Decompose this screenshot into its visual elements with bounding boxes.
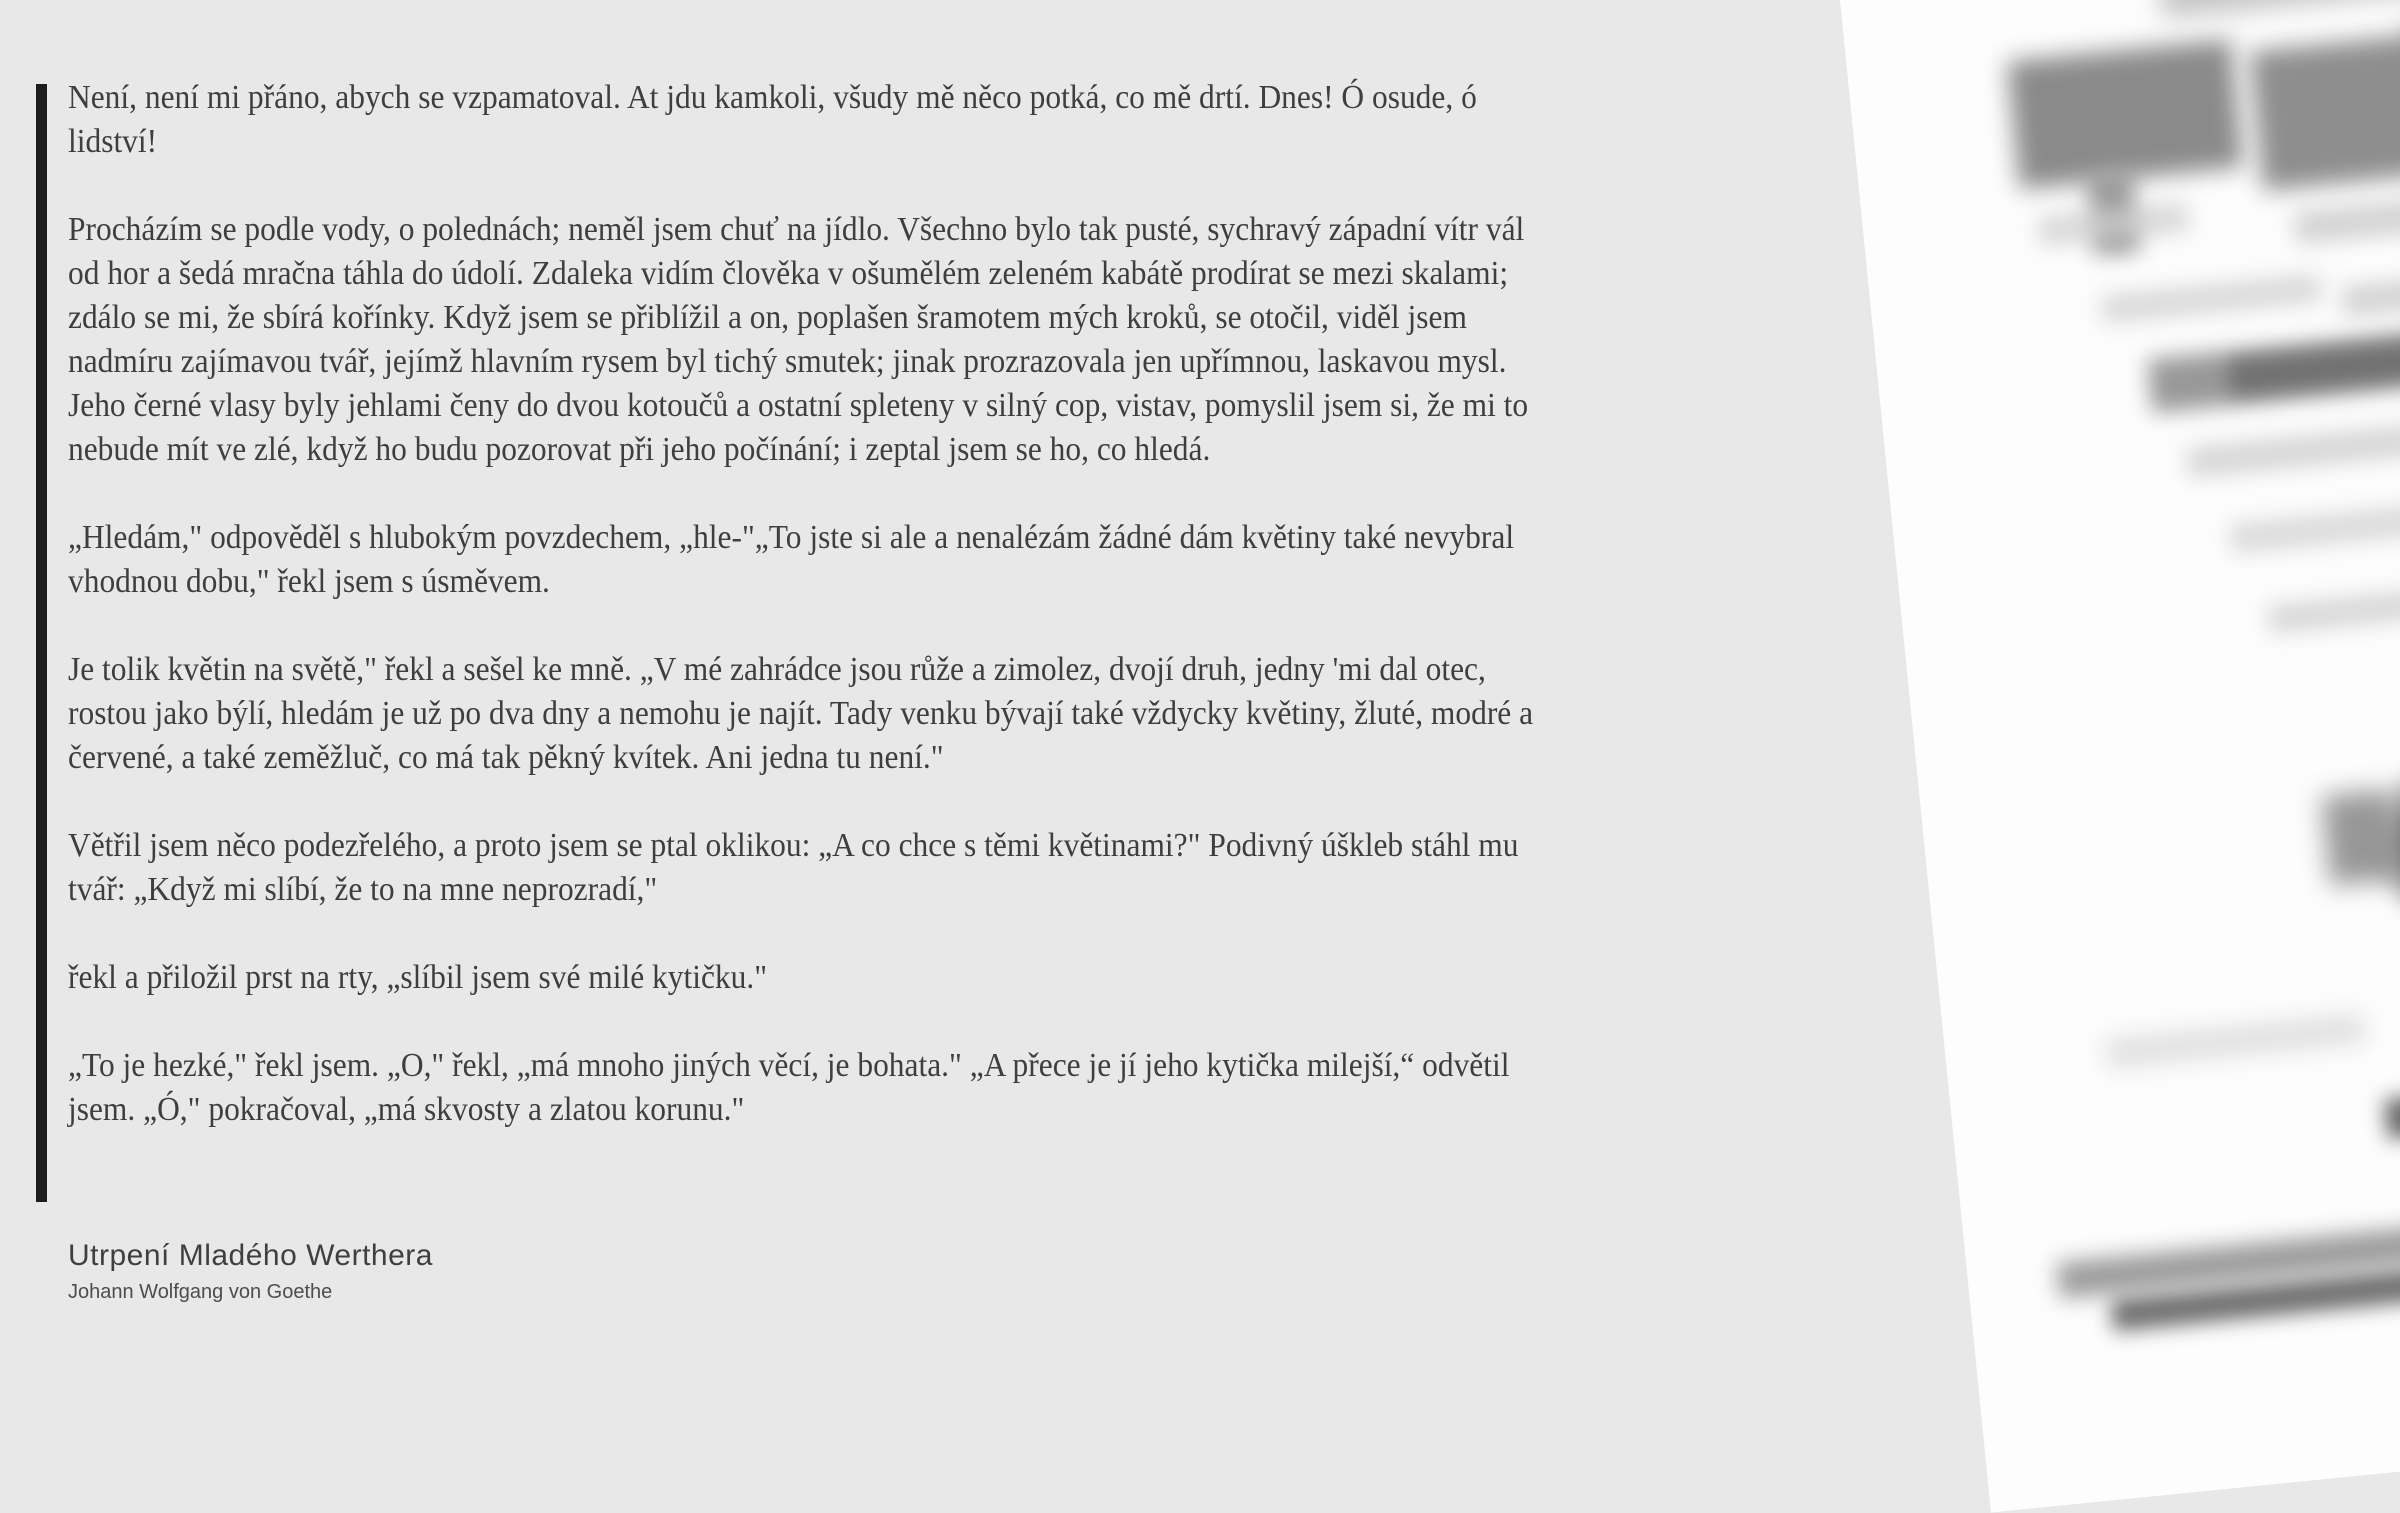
blurred-text-line	[2101, 274, 2323, 324]
quote-paragraph: Je tolik květin na světě," řekl a sešel ke mně. „V mé zahrádce jsou růže a zimolez, dvojí druh, jedny 'mi dal otec, rostou jako býlí, hledám je už po dva dny a nemohu je najít. Tady venku bývají také vždycky květiny, žluté, modré a červené, a také zeměžluč, co má tak pěkný kvítek. Ani jedna tu není."	[68, 651, 1534, 776]
blurred-text-line	[2104, 1013, 2366, 1069]
quote-accent-bar	[36, 84, 47, 1202]
blurred-book-page-image	[1840, 0, 2400, 1512]
quote-text	[68, 76, 1548, 1176]
blurred-text-line	[2341, 264, 2400, 317]
blurred-text-line	[2186, 422, 2400, 478]
quote-paragraph: Není, není mi přáno, abych se vzpamatoval. At jdu kamkoli, všudy mě něco potká, co mě drtí. Dnes! Ó osude, ó lidství!	[68, 79, 1477, 160]
blurred-text-line	[2384, 1079, 2400, 1139]
quote-paragraph: „Hledám," odpověděl s hlubokým povzdechem, „hle-"„To jste si ale a nenalézám žádné dám květiny také nevybral vhodnou dobu," řekl jsem s úsměvem.	[68, 519, 1515, 600]
quote-paragraph: „To je hezké," řekl jsem. „O," řekl, „má mnoho jiných věcí, je bohata." „A přece je jí jeho kytička milejší,“ odvětil jsem. „Ó," pokračoval, „má skvosty a zlatou korunu."	[68, 1047, 1510, 1128]
quote-paragraph: Procházím se podle vody, o polednách; neměl jsem chuť na jídlo. Všechno bylo tak pusté, sychravý západní vítr vál od hor a šedá mračna táhla do údolí. Zdaleka vidím člověka v ošumělém zeleném kabátě prodírat se mezi skalami; zdálo se mi, že sbírá kořínky. Když jsem se přiblížil a on, poplašen šramotem mých kroků, se otočil, viděl jsem nadmíru zajímavou tvář, jejímž hlavním rysem byl tichý smutek; jinak prozrazovala jen upřímnou, laskavou mysl. Jeho černé vlasy byly jehlami čeny do dvou kotoučů a ostatní spleteny v silný cop, vistav, pomyslil jsem si, že mi to nebude mít ve zlé, když ho budu pozorovat při jeho počínání; i zeptal jsem se ho, co hledá.	[68, 211, 1529, 468]
blurred-text-line	[2229, 496, 2400, 554]
blurred-text-line	[2267, 586, 2400, 634]
blurred-text-fragment	[2157, 0, 2400, 18]
attribution	[68, 1238, 433, 1304]
blurred-text-line	[2293, 186, 2400, 245]
quote-paragraph: Větřil jsem něco podezřelého, a proto jsem se ptal oklikou: „A co chce s těmi květinami?" Podivný úškleb stáhl mu tvář: „Když mi slíbí, že to na mne neprozradí,"	[68, 827, 1519, 908]
book-author: Johann Wolfgang von Goethe	[68, 1281, 333, 1303]
blurred-title-block	[2007, 39, 2244, 189]
blurred-seal-ornament	[2321, 789, 2400, 886]
blurred-title-block	[2249, 28, 2400, 191]
book-title: Utrpení Mladého Werthera	[68, 1239, 433, 1272]
quote-paragraph: řekl a přiložil prst na rty, „slíbil jsem své milé kytičku."	[68, 959, 768, 996]
